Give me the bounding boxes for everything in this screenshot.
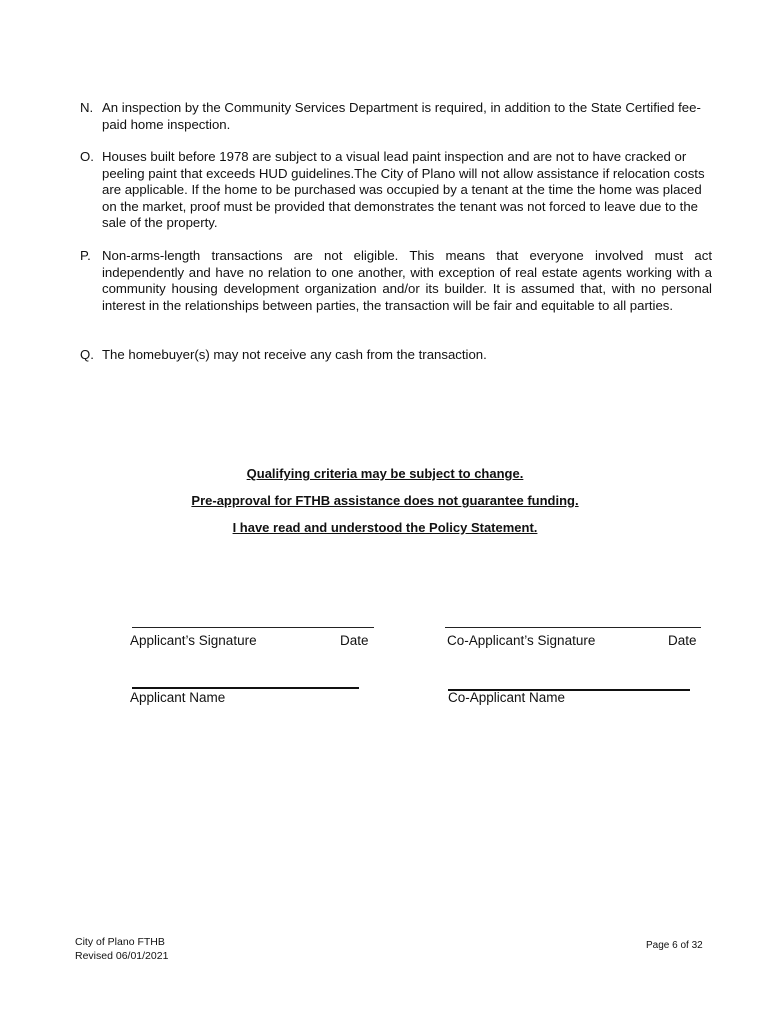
applicant-name-line[interactable] [132,687,359,689]
applicant-name-label: Applicant Name [130,690,226,705]
policy-item-o [80,149,712,232]
item-letter: O. [80,149,94,164]
coapplicant-date-label: Date [668,633,697,648]
item-text: Houses built before 1978 are subject to a visual lead paint inspection and are not to have cracked or peeling paint that exceeds HUD guidelines.The City of Plano will not allow assistance if relocation costs are applicable. If the home to be purchased was occupied by a tenant at the time the home was placed on the market, proof must be provided that demonstrates the tenant was not forced to leave due to the sale of the property. [102,149,705,231]
applicant-date-label: Date [340,633,369,648]
applicant-signature-label: Applicant’s Signature [130,633,257,648]
item-text: The homebuyer(s) may not receive any cash from the transaction. [102,347,487,362]
footer-info [75,936,168,963]
coapplicant-name-label: Co-Applicant Name [448,690,566,705]
coapplicant-signature-label: Co-Applicant’s Signature [447,633,596,648]
coapplicant-signature-line[interactable] [445,627,701,628]
preapproval-notice: Pre-approval for FTHB assistance does not guarantee funding. [191,493,579,508]
policy-item-p [80,248,712,314]
footer-revised: Revised 06/01/2021 [75,949,169,962]
criteria-notice: Qualifying criteria may be subject to change. [246,466,524,481]
policy-item-n [80,100,712,133]
policy-acknowledgement: I have read and understood the Policy Statement. [232,520,538,535]
policy-item-q [80,347,712,364]
item-letter: P. [80,248,91,263]
item-text: Non-arms-length transactions are not eligible. This means that everyone involved must act independently and have no relation to one another, with exception of real estate agents working with a community housing development organization and/or its builder. It is assumed that, with no personal interest in the relationships between parties, the transaction will be fair and equitable to all parties. [102,248,712,313]
item-letter: Q. [80,347,94,362]
item-text: An inspection by the Community Services Department is required, in addition to the State Certified fee-paid home inspection. [102,100,701,132]
page-number: Page 6 of 32 [646,940,703,951]
item-letter: N. [80,100,94,115]
applicant-signature-line[interactable] [132,627,374,628]
footer-org: City of Plano FTHB [75,936,165,948]
